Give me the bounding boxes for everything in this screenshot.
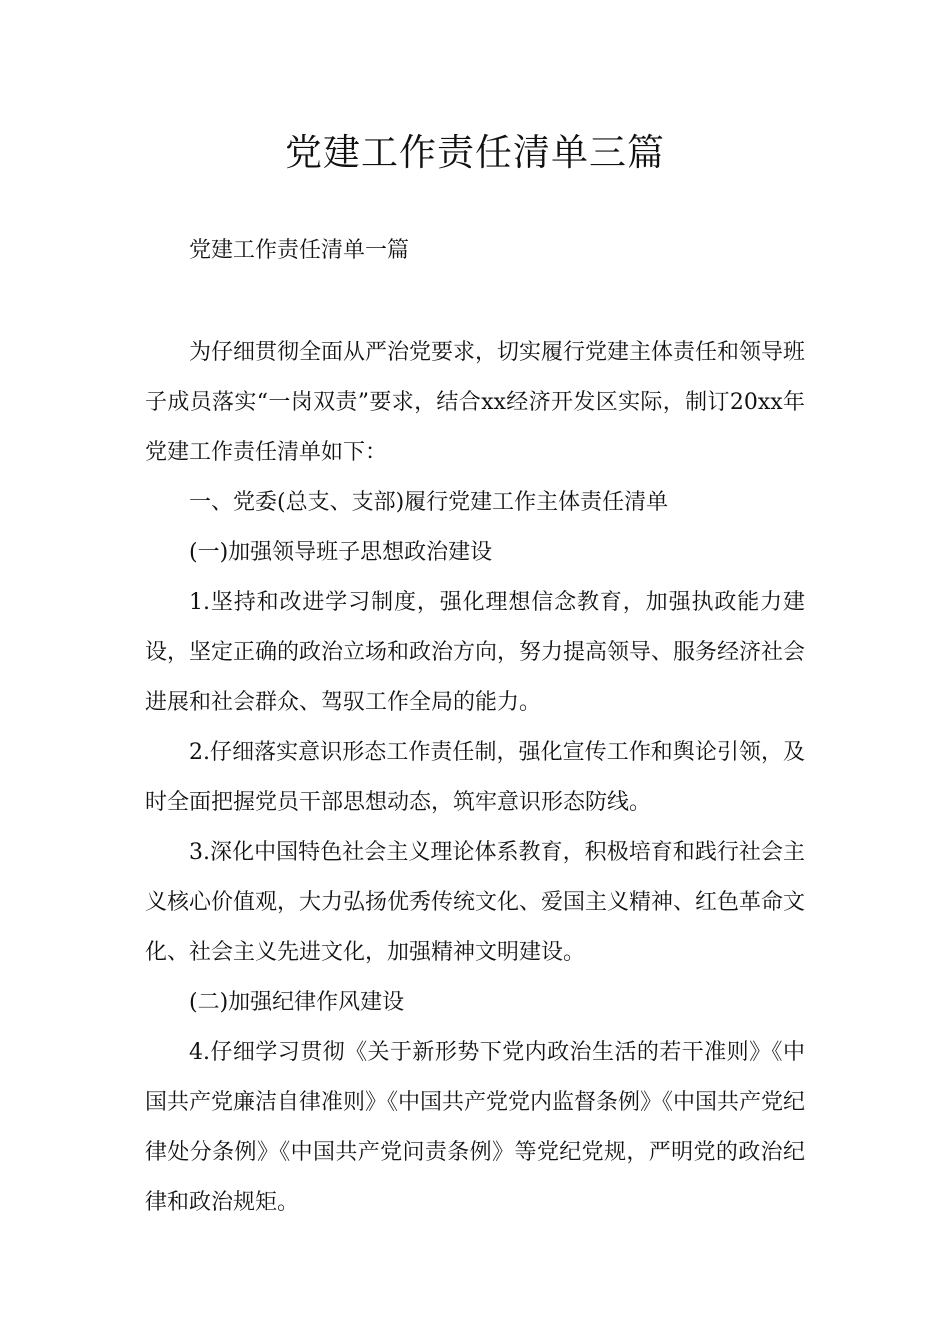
subsection-heading-2: (二)加强纪律作风建设 xyxy=(189,990,405,1015)
item-paragraph-3: 3.深化中国特色社会主义理论体系教育，积极培育和践行社会主义核心价值观，大力弘扬优秀传统文化、爱国主义精神、红色革命文化、社会主义先进文化，加强精神文明建设。 xyxy=(145,840,806,965)
section-subtitle: 党建工作责任清单一篇 xyxy=(189,238,410,263)
subsection-heading-1: (一)加强领导班子思想政治建设 xyxy=(189,540,493,565)
intro-paragraph: 为仔细贯彻全面从严治党要求，切实履行党建主体责任和领导班子成员落实“一岗双责”要求，结合xx经济开发区实际，制订20xx年党建工作责任清单如下： xyxy=(145,340,806,465)
document-body xyxy=(145,328,805,1228)
item-paragraph-2: 2.仔细落实意识形态工作责任制，强化宣传工作和舆论引领，及时全面把握党员干部思想动态，筑牢意识形态防线。 xyxy=(145,740,805,815)
section-heading-1: 一、党委(总支、支部)履行党建工作主体责任清单 xyxy=(189,490,669,515)
item-paragraph-4: 4.仔细学习贯彻《关于新形势下党内政治生活的若干准则》《中国共产党廉洁自律准则》《中国共产党党内监督条例》《中国共产党纪律处分条例》《中国共产党问责条例》等党纪党规，严明党的政治纪律和政治规矩。 xyxy=(145,1040,806,1215)
item-paragraph-1: 1.坚持和改进学习制度，强化理想信念教育，加强执政能力建设，坚定正确的政治立场和政治方向，努力提高领导、服务经济社会进展和社会群众、驾驭工作全局的能力。 xyxy=(145,590,806,715)
document-title: 党建工作责任清单三篇 xyxy=(285,131,665,174)
